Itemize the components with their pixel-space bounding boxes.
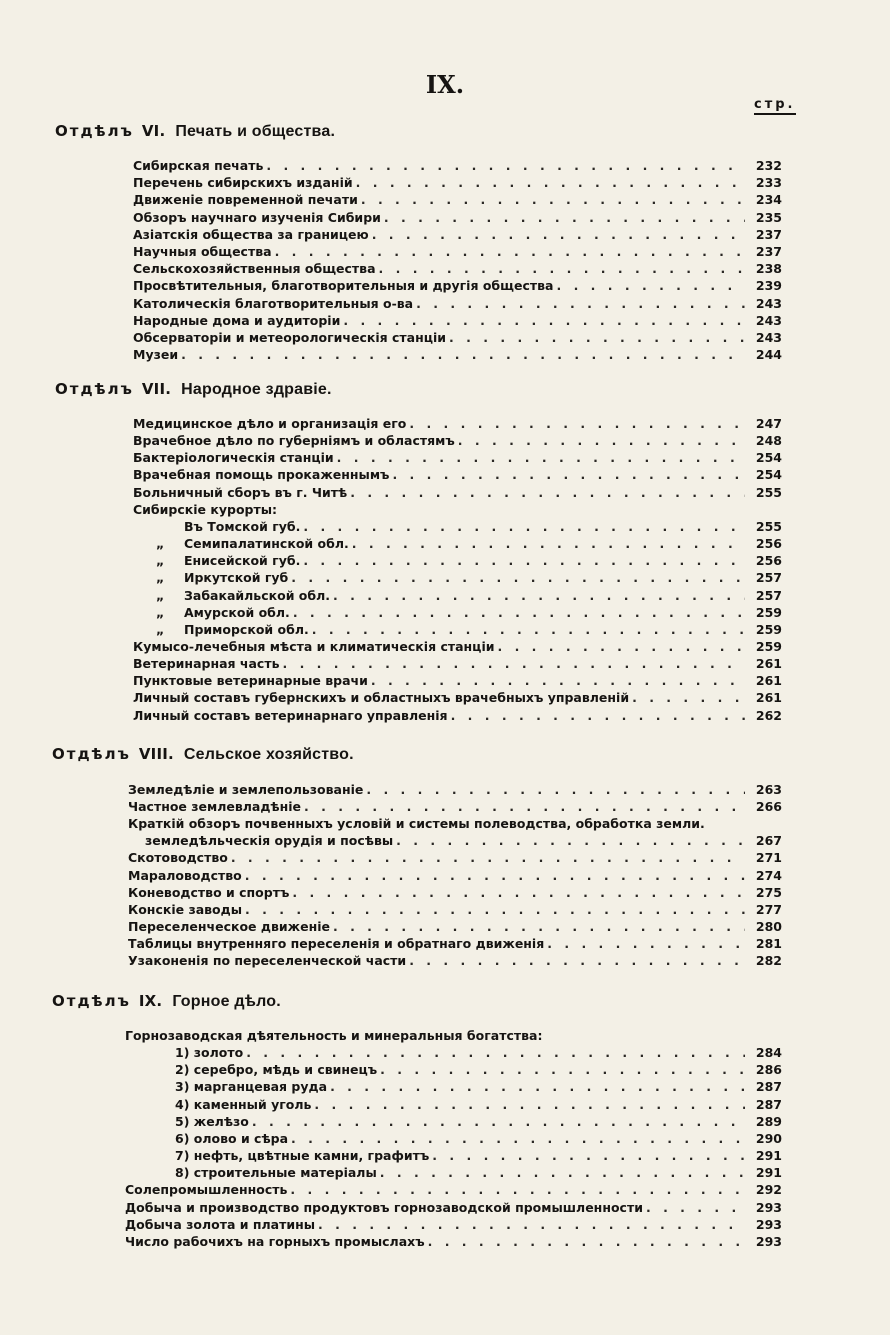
toc-page-number: 254 (755, 467, 782, 482)
section-name: Горное дѣло. (172, 993, 281, 1010)
toc-entry-text: Врачебное дѣло по губерніямъ и областямъ (133, 433, 455, 448)
toc-entry (145, 833, 782, 850)
toc-entry-text: 3) марганцевая руда (175, 1079, 328, 1094)
toc-page-number: 254 (755, 450, 782, 465)
toc-page-number: 267 (755, 833, 782, 848)
toc-page-number: 232 (755, 158, 782, 173)
dot-leader (181, 347, 745, 362)
toc-entry-text: Переселенческое движеніе (128, 919, 330, 934)
dot-leader (245, 902, 745, 917)
toc-entry (156, 622, 782, 639)
toc-entry-text: Частное землевладѣніе (128, 799, 302, 814)
toc-entry-label (133, 175, 353, 190)
toc-entry (128, 799, 782, 816)
toc-entry-text: 8) строительные матеріалы (175, 1165, 377, 1180)
section-title-ix (52, 992, 281, 1011)
toc-entry (133, 347, 782, 364)
toc-entry (133, 261, 782, 278)
toc-entry-text: Научныя общества (133, 244, 272, 259)
ditto-mark: „ (156, 570, 165, 585)
toc-entry (133, 227, 782, 244)
toc-entry (128, 936, 782, 953)
toc-page-number: 280 (755, 919, 782, 934)
toc-entry (175, 1062, 782, 1079)
dot-leader (275, 244, 745, 259)
dot-leader (451, 708, 745, 723)
toc-entry (133, 639, 782, 656)
toc-page-number: 261 (755, 656, 782, 671)
toc-entry-label (156, 570, 288, 585)
section-title-viii (52, 745, 354, 764)
toc-page-number: 293 (755, 1217, 782, 1232)
toc-entry (133, 416, 782, 433)
ditto-mark: „ (156, 588, 165, 603)
toc-page-number: 257 (755, 570, 782, 585)
dot-leader (303, 553, 745, 568)
toc-entry (128, 782, 782, 799)
toc-entry-text: Конскіе заводы (128, 902, 243, 917)
toc-entry-label (145, 833, 393, 848)
dot-leader (556, 278, 745, 293)
toc-entry-label (128, 953, 406, 968)
page-column-label: стр. (754, 97, 796, 115)
dot-leader (396, 833, 745, 848)
toc-entry-label (133, 347, 178, 362)
toc-page-number: 243 (755, 313, 782, 328)
dot-leader (304, 799, 745, 814)
toc-page-number: 235 (755, 210, 782, 225)
dot-leader (380, 1062, 745, 1077)
dot-leader (318, 1217, 745, 1232)
dot-leader (547, 936, 745, 951)
toc-entry (133, 656, 782, 673)
toc-entry-label (128, 902, 242, 917)
toc-entry (156, 588, 782, 605)
toc-entry-text: Иркутской губ (184, 570, 289, 585)
dot-leader (231, 850, 745, 865)
toc-entry-text: 1) золото (175, 1045, 244, 1060)
toc-entry-text: 5) желѣзо (175, 1114, 249, 1129)
toc-entry-label (133, 313, 340, 328)
toc-page-number: 262 (755, 708, 782, 723)
dot-leader (312, 622, 745, 637)
dot-leader (416, 296, 745, 311)
section-label: Отдѣлъ (55, 380, 134, 398)
toc-entry (133, 192, 782, 209)
toc-entry (133, 175, 782, 192)
toc-page-number: 282 (755, 953, 782, 968)
toc-entry (175, 1079, 782, 1096)
toc-entry-label (133, 192, 358, 207)
toc-entry-label (133, 227, 369, 242)
section-number: VIII. (138, 745, 174, 763)
section-label: Отдѣлъ (55, 122, 134, 140)
toc-entry (128, 816, 782, 833)
toc-page-number: 259 (755, 639, 782, 654)
toc-entry-label (133, 296, 413, 311)
dot-leader (291, 570, 745, 585)
toc-entry-label (128, 850, 228, 865)
toc-entry (175, 1131, 782, 1148)
dot-leader (290, 1182, 745, 1197)
dot-leader (497, 639, 745, 654)
toc-entry-label (175, 1131, 288, 1146)
toc-entry-label (133, 467, 389, 482)
toc-page-number: 274 (755, 868, 782, 883)
toc-entry-label (125, 1028, 542, 1043)
toc-page-number: 287 (755, 1079, 782, 1094)
dot-leader (282, 656, 745, 671)
toc-page-number: 287 (755, 1097, 782, 1112)
toc-entry-text: Краткій обзоръ почвенныхъ условій и системы полеводства, обработка земли. (128, 816, 705, 831)
toc-page-number: 293 (755, 1234, 782, 1249)
toc-entry-label (128, 885, 289, 900)
toc-entry-label (175, 1114, 249, 1129)
toc-entry-text: Личный составъ губернскихъ и областныхъ врачебныхъ управленій (133, 690, 630, 705)
toc-entry-text: Солепромышленность (125, 1182, 288, 1197)
dot-leader (372, 227, 745, 242)
toc-entry-label (133, 433, 455, 448)
toc-page-number: 234 (755, 192, 782, 207)
toc-entry (133, 313, 782, 330)
toc-entry-text: Добыча и производство продуктовъ горнозаводской промышленности (125, 1200, 643, 1215)
toc-page-number: 266 (755, 799, 782, 814)
dot-leader (380, 1165, 745, 1180)
toc-page-number: 263 (755, 782, 782, 797)
toc-entry (133, 467, 782, 484)
toc-entry (133, 485, 782, 502)
dot-leader (428, 1234, 745, 1249)
dot-leader (366, 782, 745, 797)
toc-entry-label (133, 261, 376, 276)
toc-page-number: 261 (755, 673, 782, 688)
toc-page-number: 284 (755, 1045, 782, 1060)
toc-page-number: 257 (755, 588, 782, 603)
toc-entry (133, 158, 782, 175)
toc-entry-text: Движеніе повременной печати (133, 192, 358, 207)
toc-page-number: 233 (755, 175, 782, 190)
toc-page-number: 256 (755, 553, 782, 568)
toc-entry (133, 433, 782, 450)
toc-entry-label (125, 1182, 287, 1197)
toc-entry-label (133, 416, 406, 431)
toc-entry-text: Таблицы внутренняго переселенія и обратнаго движенія (128, 936, 545, 951)
toc-entry (133, 278, 782, 295)
toc-entry-text: Амурской обл. (184, 605, 290, 620)
toc-entry-text: Горнозаводская дѣятельность и минеральныя богатства: (125, 1028, 543, 1043)
toc-entry (128, 868, 782, 885)
toc-page-number: 255 (755, 519, 782, 534)
dot-leader (293, 605, 745, 620)
toc-entry (133, 502, 782, 519)
toc-entry (184, 519, 782, 536)
toc-page-number: 256 (755, 536, 782, 551)
toc-entry-text: Просвѣтительныя, благотворительныя и другія общества (133, 278, 554, 293)
toc-page-number: 293 (755, 1200, 782, 1215)
dot-leader (352, 536, 745, 551)
toc-entry-text: Пунктовые ветеринарные врачи (133, 673, 368, 688)
toc-entry-text: Забакайльской обл. (184, 588, 331, 603)
section-number: VI. (141, 122, 166, 140)
toc-page-number: 286 (755, 1062, 782, 1077)
toc-entry (156, 605, 782, 622)
toc-entry-label (184, 519, 300, 534)
dot-leader (632, 690, 745, 705)
toc-entry-text: Кумысо-лечебныя мѣста и климатическія станціи (133, 639, 495, 654)
toc-entry-label (175, 1079, 327, 1094)
toc-entry (133, 244, 782, 261)
toc-entry-label (175, 1148, 429, 1163)
toc-entry-label (133, 278, 553, 293)
dot-leader (356, 175, 745, 190)
toc-entry (125, 1182, 782, 1199)
toc-entry (175, 1097, 782, 1114)
toc-entry-text: 2) серебро, мѣдь и свинецъ (175, 1062, 378, 1077)
toc-entry-text: Азіатскія общества за границею (133, 227, 369, 242)
toc-entry-text: Въ Томской губ. (184, 519, 301, 534)
toc-entry-label (125, 1234, 425, 1249)
toc-entry-text: Узаконенія по переселенческой части (128, 953, 407, 968)
toc-entry (128, 850, 782, 867)
toc-entry (175, 1148, 782, 1165)
toc-entry-label (133, 690, 629, 705)
toc-entry-text: Народные дома и аудиторіи (133, 313, 341, 328)
toc-entry (133, 210, 782, 227)
ditto-mark: „ (156, 536, 165, 551)
toc-page-number: 243 (755, 330, 782, 345)
toc-entry-label (156, 553, 300, 568)
dot-leader (252, 1114, 745, 1129)
toc-entry (175, 1165, 782, 1182)
toc-entry-label (125, 1200, 643, 1215)
ditto-mark: „ (156, 622, 165, 637)
toc-entry-label (156, 536, 349, 551)
toc-entry-label (133, 244, 272, 259)
toc-page-number: 277 (755, 902, 782, 917)
toc-entry-text: Приморской обл. (184, 622, 309, 637)
toc-entry-label (125, 1217, 315, 1232)
toc-entry (128, 902, 782, 919)
toc-entry (133, 690, 782, 707)
dot-leader (330, 1079, 745, 1094)
dot-leader (246, 1045, 745, 1060)
toc-page-number: 275 (755, 885, 782, 900)
dot-leader (291, 1131, 745, 1146)
toc-page-number: 289 (755, 1114, 782, 1129)
dot-leader (333, 919, 745, 934)
toc-entry-text: Музеи (133, 347, 179, 362)
dot-leader (343, 313, 745, 328)
dot-leader (303, 519, 745, 534)
toc-entry-label (175, 1062, 377, 1077)
toc-entry-text: Число рабочихъ на горныхъ промыслахъ (125, 1234, 425, 1249)
ditto-mark: „ (156, 553, 165, 568)
toc-page-number: 247 (755, 416, 782, 431)
toc-entry-label (128, 868, 242, 883)
toc-page-number: 237 (755, 244, 782, 259)
toc-entry-text: Католическія благотворительныя о-ва (133, 296, 414, 311)
toc-entry-text: Добыча золота и платины (125, 1217, 316, 1232)
dot-leader (333, 588, 745, 603)
dot-leader (384, 210, 745, 225)
toc-entry (133, 708, 782, 725)
dot-leader (449, 330, 745, 345)
toc-entry-text: Семипалатинской обл. (184, 536, 349, 551)
toc-entry-text: Ветеринарная часть (133, 656, 280, 671)
dot-leader (646, 1200, 745, 1215)
toc-entry-text: Коневодство и спортъ (128, 885, 290, 900)
toc-entry (125, 1028, 782, 1045)
toc-page-number: 281 (755, 936, 782, 951)
toc-entry-label (133, 330, 446, 345)
section-label: Отдѣлъ (52, 992, 131, 1010)
toc-page-number: 238 (755, 261, 782, 276)
section-number: IX. (138, 992, 163, 1010)
toc-entry-label (128, 816, 705, 831)
toc-entry-text: Медицинское дѣло и организація его (133, 416, 407, 431)
toc-entry (156, 553, 782, 570)
toc-entry-text: Скотоводство (128, 850, 228, 865)
toc-entry-text: 4) каменный уголь (175, 1097, 312, 1112)
toc-page-number: 248 (755, 433, 782, 448)
toc-entry-label (133, 656, 279, 671)
toc-page-number: 291 (755, 1148, 782, 1163)
dot-leader (409, 953, 745, 968)
toc-entry-label (133, 502, 277, 517)
toc-entry-text: Бактеріологическія станціи (133, 450, 334, 465)
toc-page-number: 239 (755, 278, 782, 293)
toc-entry-label (133, 485, 347, 500)
toc-entry-label (156, 605, 290, 620)
toc-entry-text: Сибирскіе курорты: (133, 502, 278, 517)
dot-leader (379, 261, 746, 276)
toc-entry-text: Больничный сборъ въ г. Читѣ (133, 485, 348, 500)
toc-page-number: 261 (755, 690, 782, 705)
toc-page-number: 259 (755, 622, 782, 637)
toc-entry (128, 919, 782, 936)
toc-entry-label (156, 588, 330, 603)
toc-entry-text: Енисейской губ. (184, 553, 301, 568)
section-title-vi (55, 122, 335, 141)
toc-entry-label (128, 782, 363, 797)
toc-entry (156, 536, 782, 553)
dot-leader (314, 1097, 745, 1112)
toc-entry (156, 570, 782, 587)
toc-entry-text: 6) олово и сѣра (175, 1131, 289, 1146)
toc-page-number: 244 (755, 347, 782, 362)
toc-entry (125, 1200, 782, 1217)
section-title-vii (55, 380, 332, 399)
toc-entry-text: Мараловодство (128, 868, 242, 883)
toc-page-number: 271 (755, 850, 782, 865)
toc-entry (133, 330, 782, 347)
toc-entry-label (133, 639, 494, 654)
toc-entry-text: земледѣльческія орудія и посѣвы (145, 833, 394, 848)
toc-entry-label (175, 1097, 311, 1112)
toc-entry-label (128, 919, 330, 934)
toc-entry (133, 450, 782, 467)
toc-entry-label (156, 622, 309, 637)
dot-leader (409, 416, 745, 431)
dot-leader (371, 673, 745, 688)
dot-leader (245, 868, 745, 883)
toc-entry (175, 1045, 782, 1062)
section-name: Печать и общества. (175, 123, 336, 140)
toc-page-number: 291 (755, 1165, 782, 1180)
toc-entry-label (128, 799, 301, 814)
toc-page-number: 243 (755, 296, 782, 311)
section-name: Сельское хозяйство. (183, 746, 354, 763)
dot-leader (458, 433, 745, 448)
dot-leader (350, 485, 745, 500)
ditto-mark: „ (156, 605, 165, 620)
section-name: Народное здравіе. (181, 381, 332, 398)
dot-leader (432, 1148, 745, 1163)
toc-entry (128, 885, 782, 902)
toc-page-number: 237 (755, 227, 782, 242)
toc-entry (175, 1114, 782, 1131)
dot-leader (266, 158, 745, 173)
toc-entry (128, 953, 782, 970)
toc-entry (133, 296, 782, 313)
toc-entry-label (133, 708, 448, 723)
toc-entry-label (175, 1165, 377, 1180)
toc-entry-label (133, 450, 334, 465)
toc-entry-text: Сибирская печать (133, 158, 264, 173)
toc-entry-text: Перечень сибирскихъ изданій (133, 175, 353, 190)
toc-entry (125, 1217, 782, 1234)
toc-entry-text: Врачебная помощь прокаженнымъ (133, 467, 390, 482)
dot-leader (292, 885, 745, 900)
toc-page-number: 292 (755, 1182, 782, 1197)
toc-entry (125, 1234, 782, 1251)
toc-entry-label (133, 158, 263, 173)
toc-entry-text: Земледѣліе и землепользованіе (128, 782, 364, 797)
toc-page-number: 255 (755, 485, 782, 500)
dot-leader (337, 450, 745, 465)
toc-entry-text: Сельскохозяйственныя общества (133, 261, 376, 276)
page-number: IX. (425, 70, 465, 99)
toc-entry-text: Личный составъ ветеринарнаго управленія (133, 708, 448, 723)
toc-entry-label (133, 210, 381, 225)
toc-page-number: 259 (755, 605, 782, 620)
section-number: VII. (141, 380, 172, 398)
toc-entry-text: Обзоръ научнаго изученія Сибири (133, 210, 381, 225)
toc-entry (133, 673, 782, 690)
toc-entry-text: Обсерваторіи и метеорологическія станціи (133, 330, 447, 345)
toc-entry-label (128, 936, 544, 951)
toc-entry-text: 7) нефть, цвѣтные камни, графитъ (175, 1148, 430, 1163)
dot-leader (392, 467, 745, 482)
dot-leader (361, 192, 745, 207)
section-label: Отдѣлъ (52, 745, 131, 763)
toc-entry-label (133, 673, 368, 688)
toc-page-number: 290 (755, 1131, 782, 1146)
toc-entry-label (175, 1045, 243, 1060)
